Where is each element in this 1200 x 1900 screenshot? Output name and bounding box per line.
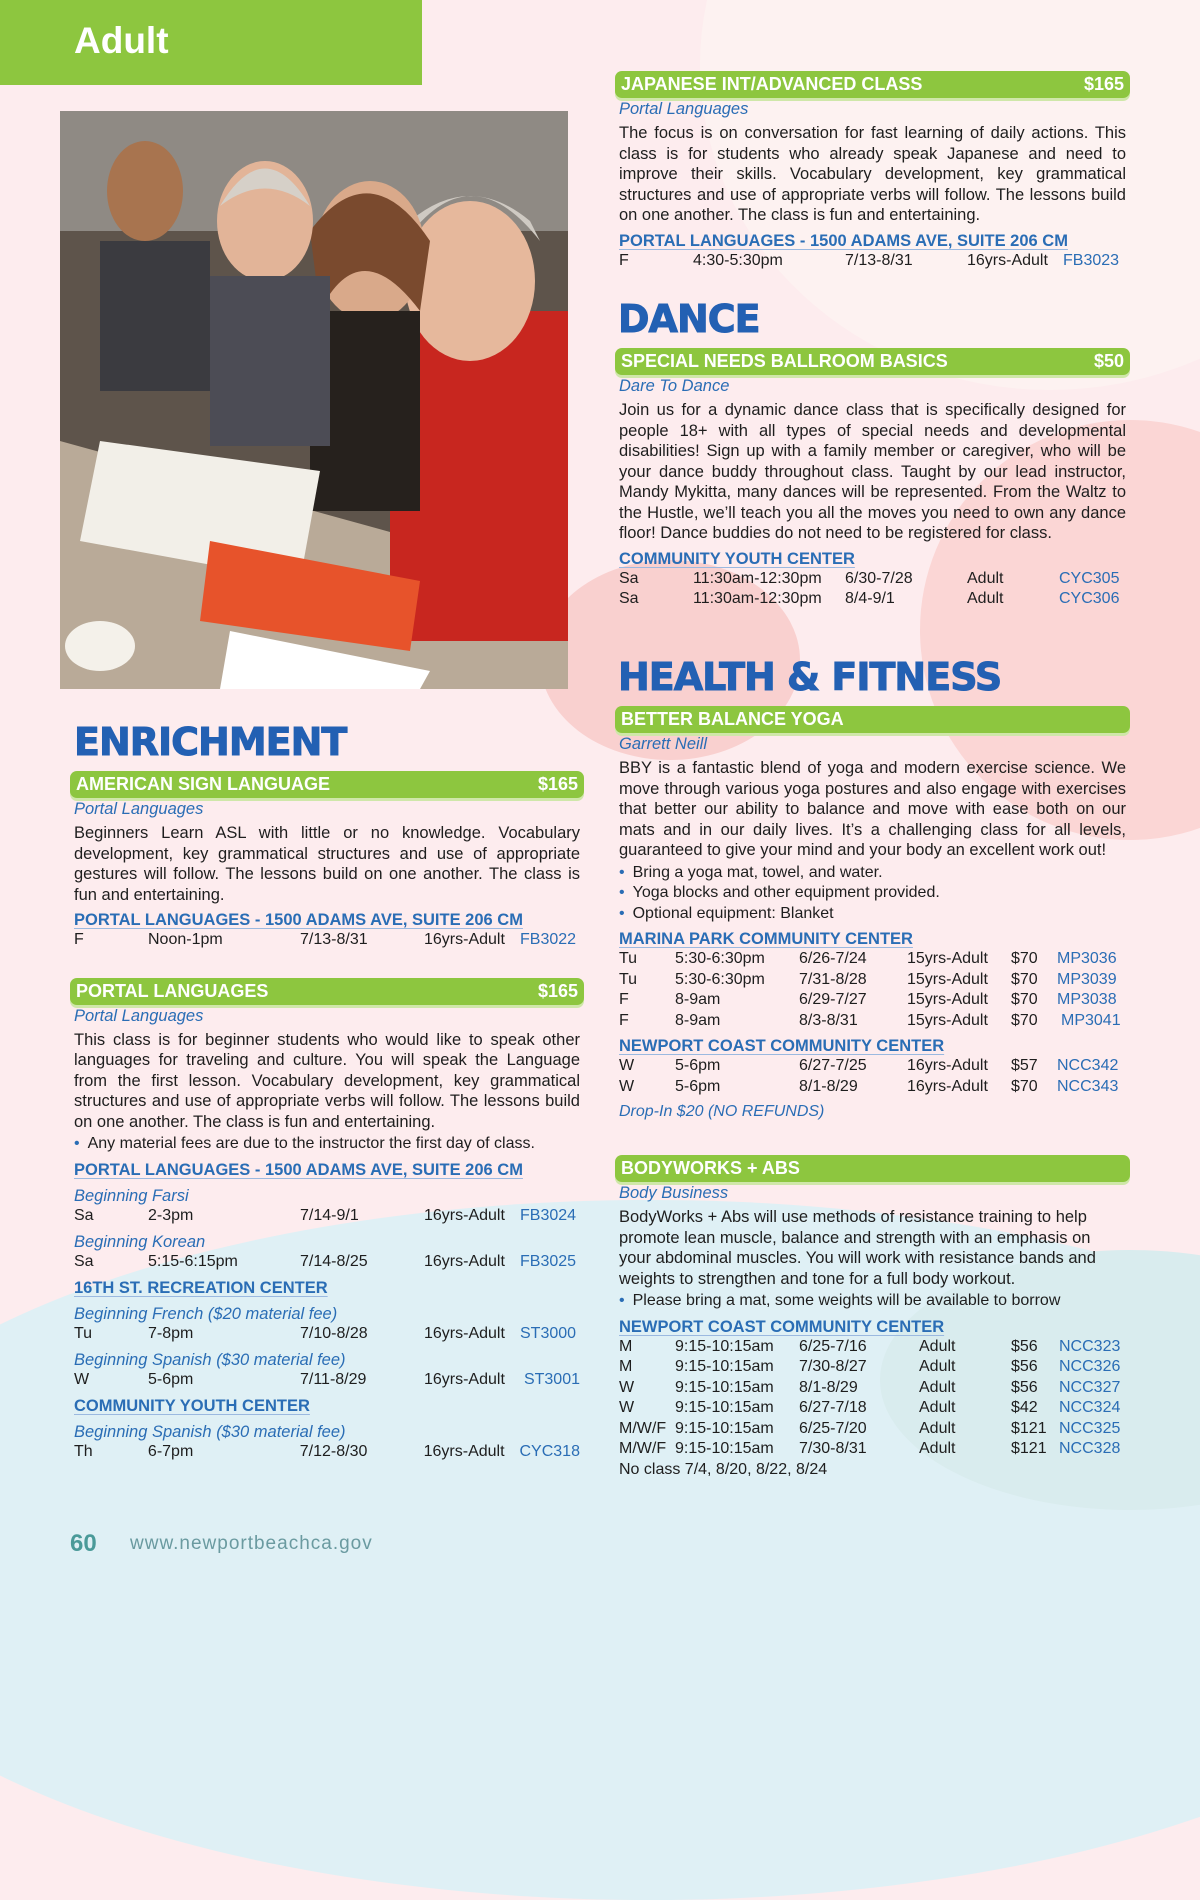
schedule-row: F 8-9am 6/29-7/27 15yrs-Adult $70 MP3038 — [619, 990, 1126, 1011]
location-heading: 16TH ST. RECREATION CENTER — [74, 1278, 328, 1297]
class-price: $165 — [537, 774, 578, 794]
schedule-row: W 5-6pm 8/1-8/29 16yrs-Adult $70 NCC343 — [619, 1077, 1126, 1098]
provider: Body Business — [619, 1184, 729, 1202]
class-name: PORTAL LANGUAGES — [76, 980, 269, 1001]
class-code[interactable]: NCC324 — [1059, 1399, 1121, 1416]
location-heading: COMMUNITY YOUTH CENTER — [619, 549, 855, 568]
course-label: Beginning French ($20 material fee) — [74, 1304, 338, 1323]
schedule-row: W 9:15-10:15am 6/27-7/18 Adult $42 NCC324 — [619, 1398, 1126, 1419]
class-code[interactable]: MP3036 — [1057, 950, 1117, 967]
class-code[interactable]: ST3000 — [520, 1324, 577, 1342]
class-code[interactable]: NCC342 — [1057, 1057, 1119, 1074]
provider: Garrett Neill — [619, 735, 708, 753]
class-header-bodyworks — [615, 1155, 1130, 1182]
page-number: 60 — [70, 1530, 97, 1557]
class-name: SPECIAL NEEDS BALLROOM BASICS — [621, 351, 948, 371]
class-code[interactable]: NCC323 — [1059, 1337, 1121, 1355]
right-column-health — [615, 706, 1130, 1480]
schedule-row: F 4:30-5:30pm 7/13-8/31 16yrs-Adult FB3023 — [619, 251, 1126, 272]
class-code[interactable]: CYC306 — [1059, 590, 1120, 607]
provider: Portal Languages — [619, 100, 749, 118]
class-code[interactable]: CYC305 — [1059, 569, 1120, 587]
schedule-row: Sa 2-3pm 7/14-9/1 16yrs-Adult FB3024 — [74, 1206, 580, 1227]
bullet-item: • Optional equipment: Blanket — [619, 904, 1126, 925]
section-tab: Adult — [0, 0, 422, 85]
schedule-row: M 9:15-10:15am 6/25-7/16 Adult $56 NCC323 — [619, 1337, 1126, 1358]
provider: Portal Languages — [74, 800, 204, 818]
schedule-row: F 8-9am 8/3-8/31 15yrs-Adult $70 MP3041 — [619, 1011, 1126, 1032]
section-title-dance: DANCE — [618, 297, 760, 341]
classroom-photo-icon — [60, 111, 568, 689]
class-header-ballroom — [615, 348, 1130, 375]
class-code[interactable]: MP3039 — [1057, 970, 1117, 988]
class-price: $165 — [537, 980, 578, 1001]
class-name: BETTER BALANCE YOGA — [621, 709, 844, 729]
section-title-health: HEALTH & FITNESS — [618, 655, 1002, 699]
class-code[interactable]: MP3041 — [1061, 1011, 1121, 1029]
course-label: Beginning Spanish ($30 material fee) — [74, 1422, 346, 1441]
class-name: BODYWORKS + ABS — [621, 1158, 800, 1178]
schedule-row: Tu 5:30-6:30pm 6/26-7/24 15yrs-Adult $70 MP3036 — [619, 949, 1126, 970]
schedule-row: Th 6-7pm 7/12-8/30 16yrs-Adult CYC318 — [74, 1442, 580, 1463]
location-heading: PORTAL LANGUAGES - 1500 ADAMS AVE, SUITE 206 CM — [74, 1160, 523, 1179]
bullet-item: • Any material fees are due to the instructor the first day of class. — [74, 1134, 580, 1155]
bullet-list — [619, 863, 1126, 925]
class-header-asl — [70, 771, 584, 798]
course-label: Beginning Spanish ($30 material fee) — [74, 1351, 346, 1369]
class-code[interactable]: NCC343 — [1057, 1077, 1119, 1095]
provider: Dare To Dance — [619, 377, 730, 395]
course-label: Beginning Korean — [74, 1233, 206, 1251]
right-column-top — [615, 71, 1130, 271]
schedule-row: Sa 11:30am-12:30pm 6/30-7/28 Adult CYC305 — [619, 569, 1126, 590]
class-code[interactable]: ST3001 — [523, 1371, 580, 1388]
section-title-enrichment: ENRICHMENT — [74, 720, 347, 764]
location-heading: NEWPORT COAST COMMUNITY CENTER — [619, 1317, 945, 1336]
bullet-item: • Please bring a mat, some weights will be available to borrow — [619, 1291, 1126, 1312]
class-description: The focus is on conversation for fast learning of daily actions. This class is for students who already speak Japanese and need to improve their skills. Vocabulary development, key grammatical structures and use of appropriate verbs will follow. The lessons build on one another. The class is fun and entertaining. — [619, 124, 1126, 224]
class-description: BBY is a fantastic blend of yoga and modern exercise science. We move through various yoga postures and also engage with exercises that better our ability to balance and move with ease both on our mats and in our daily lives. It’s a challenging class for all levels, guaranteed to give your mind and your body an excellent work out! — [619, 759, 1126, 859]
right-column-dance — [615, 348, 1130, 610]
location-heading: PORTAL LANGUAGES - 1500 ADAMS AVE, SUITE 206 CM — [74, 911, 523, 929]
class-code[interactable]: CYC318 — [519, 1442, 580, 1460]
provider: Portal Languages — [74, 1006, 204, 1025]
schedule-row: M 9:15-10:15am 7/30-8/27 Adult $56 NCC326 — [619, 1357, 1126, 1378]
class-header-yoga — [615, 706, 1130, 733]
location-heading: NEWPORT COAST COMMUNITY CENTER — [619, 1037, 945, 1055]
schedule-row: M/W/F 9:15-10:15am 6/25-7/20 Adult $121 NCC325 — [619, 1419, 1126, 1440]
class-description: Beginners Learn ASL with little or no knowledge. Vocabulary development, key grammatical structures and use of appropriate gestures will follow. The lessons build on one another. The class is fun and entertaining. — [74, 824, 580, 904]
no-class-note: No class 7/4, 8/20, 8/22, 8/24 — [619, 1460, 828, 1478]
class-code[interactable]: FB3024 — [520, 1206, 577, 1224]
schedule-row: W 5-6pm 7/11-8/29 16yrs-Adult ST3001 — [74, 1370, 580, 1391]
class-code[interactable]: FB3025 — [520, 1253, 577, 1270]
dropin-note: Drop-In $20 (NO REFUNDS) — [619, 1103, 825, 1120]
location-heading: COMMUNITY YOUTH CENTER — [74, 1396, 310, 1415]
schedule-row: M/W/F 9:15-10:15am 7/30-8/31 Adult $121 NCC328 — [619, 1439, 1126, 1460]
class-price: $50 — [1093, 351, 1124, 371]
location-heading: PORTAL LANGUAGES - 1500 ADAMS AVE, SUITE 206 CM — [619, 231, 1068, 250]
class-code[interactable]: MP3038 — [1057, 991, 1117, 1008]
bullet-item: • Yoga blocks and other equipment provided. — [619, 883, 1126, 904]
class-header-portal — [70, 978, 584, 1005]
schedule-row: Tu 7-8pm 7/10-8/28 16yrs-Adult ST3000 — [74, 1324, 580, 1345]
class-header-japanese — [615, 71, 1130, 98]
schedule-row: F Noon-1pm 7/13-8/31 16yrs-Adult FB3022 — [74, 930, 580, 951]
class-code[interactable]: NCC326 — [1059, 1358, 1121, 1375]
website-link[interactable]: www.newportbeachca.gov — [130, 1533, 373, 1554]
class-code[interactable]: FB3023 — [1063, 251, 1120, 269]
class-name: AMERICAN SIGN LANGUAGE — [76, 774, 331, 794]
class-code[interactable]: NCC328 — [1059, 1440, 1121, 1457]
location-heading: MARINA PARK COMMUNITY CENTER — [619, 930, 913, 948]
schedule-row: W 5-6pm 6/27-7/25 16yrs-Adult $57 NCC342 — [619, 1056, 1126, 1077]
course-label: Beginning Farsi — [74, 1186, 189, 1205]
class-description: This class is for beginner students who would like to speak other languages for traveling and culture. You will speak the Language from the first lesson. Vocabulary development, key grammatical structures and use of appropriate verbs will follow. The lessons build on one another. The class is fun and entertaining. — [74, 1030, 580, 1131]
class-name: JAPANESE INT/ADVANCED CLASS — [621, 74, 923, 94]
schedule-row: W 9:15-10:15am 8/1-8/29 Adult $56 NCC327 — [619, 1378, 1126, 1399]
bullet-list — [74, 1134, 580, 1155]
class-code[interactable]: NCC325 — [1059, 1419, 1121, 1437]
schedule-row: Tu 5:30-6:30pm 7/31-8/28 15yrs-Adult $70 MP3039 — [619, 970, 1126, 991]
class-description: Join us for a dynamic dance class that is specifically designed for people 18+ with all types of special needs and developmental disabilities! Sign up with a family member or caregiver, who will be your dance buddy throughout class. Taught by our lead instructor, Mandy Mykitta, many dances will be represented. From the Waltz to the Hustle, we’ll teach you all the moves you need to own any dance floor! Dance buddies do not need to be registered for class. — [619, 401, 1126, 542]
class-description: BodyWorks + Abs will use methods of resistance training to help promote lean muscle, balance and strength with an emphasis on your abdominal muscles. You will work with resistance bands and weights to strengthen and tone for a full body workout. — [619, 1208, 1096, 1288]
class-price: $165 — [1083, 74, 1124, 94]
left-column — [70, 771, 584, 1462]
bullet-item: • Bring a yoga mat, towel, and water. — [619, 863, 1126, 884]
schedule-row: Sa 5:15-6:15pm 7/14-8/25 16yrs-Adult FB3025 — [74, 1252, 580, 1273]
schedule-row: Sa 11:30am-12:30pm 8/4-9/1 Adult CYC306 — [619, 589, 1126, 610]
class-code[interactable]: NCC327 — [1059, 1378, 1121, 1396]
class-code[interactable]: FB3022 — [520, 931, 577, 948]
bullet-list — [619, 1291, 1126, 1312]
